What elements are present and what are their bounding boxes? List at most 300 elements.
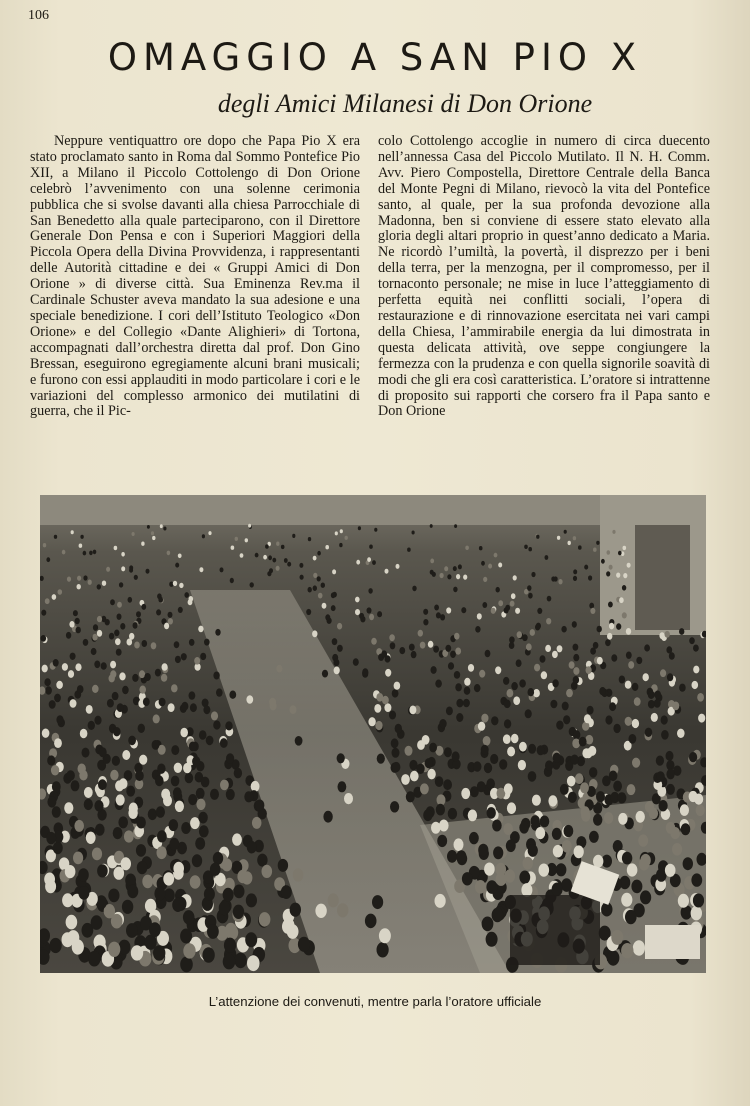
audience-member (377, 754, 385, 764)
audience-member (189, 639, 195, 646)
audience-member (573, 730, 581, 740)
audience-member (492, 908, 504, 922)
audience-member (475, 626, 480, 633)
audience-member (131, 945, 143, 960)
audience-member (375, 721, 382, 730)
audience-member (607, 550, 611, 555)
audience-member (121, 566, 125, 571)
audience-member (696, 805, 705, 817)
audience-member (313, 556, 317, 561)
audience-member (648, 700, 655, 709)
audience-member (626, 628, 631, 635)
audience-member (250, 582, 254, 587)
audience-member (481, 714, 488, 723)
audience-member (540, 816, 550, 828)
audience-member (317, 576, 321, 581)
audience-member (141, 542, 144, 546)
audience-member (436, 804, 445, 816)
audience-member (355, 609, 360, 615)
audience-member (265, 544, 269, 548)
audience-member (536, 535, 539, 539)
audience-member (552, 679, 558, 687)
audience-member (43, 543, 46, 547)
audience-member (337, 903, 348, 917)
audience-member (76, 627, 81, 634)
audience-member (593, 548, 597, 552)
audience-member (86, 832, 96, 844)
audience-member (448, 808, 457, 820)
audience-member (396, 564, 400, 569)
audience-member (67, 577, 71, 582)
audience-member (444, 747, 452, 757)
audience-member (216, 688, 223, 696)
audience-member (661, 715, 668, 724)
audience-member (455, 648, 461, 655)
audience-member (636, 657, 642, 664)
audience-member (181, 702, 188, 711)
audience-member (89, 551, 93, 556)
audience-member (337, 753, 345, 763)
audience-member (210, 863, 221, 876)
audience-member (385, 669, 391, 677)
audience-member (362, 668, 368, 676)
audience-member (230, 578, 234, 583)
audience-member (97, 864, 108, 877)
audience-member (392, 689, 399, 697)
audience-member (490, 754, 498, 764)
audience-member (625, 717, 632, 726)
audience-member (292, 534, 295, 538)
audience-member (211, 711, 218, 720)
audience-member (78, 764, 86, 774)
audience-member (612, 530, 615, 534)
audience-member (110, 599, 115, 605)
audience-member (194, 657, 200, 665)
audience-member (121, 552, 125, 557)
audience-member (199, 567, 203, 572)
audience-member (590, 608, 595, 614)
audience-member (189, 691, 196, 699)
audience-member (431, 666, 437, 674)
audience-member (276, 542, 279, 546)
audience-member (368, 717, 375, 726)
audience-member (584, 565, 588, 570)
audience-member (234, 768, 242, 779)
audience-member (537, 745, 545, 755)
audience-member (486, 778, 495, 789)
audience-member (169, 819, 179, 831)
audience-member (553, 753, 561, 763)
audience-member (94, 800, 103, 811)
audience-member (198, 812, 207, 824)
audience-member (116, 649, 122, 656)
audience-member (454, 524, 457, 528)
audience-member (139, 686, 146, 694)
audience-member (162, 663, 168, 671)
audience-member (233, 905, 244, 919)
audience-member (550, 700, 557, 709)
audience-member (698, 714, 705, 723)
audience-member (144, 673, 150, 681)
audience-member (557, 536, 560, 540)
audience-member (315, 904, 326, 918)
audience-member (374, 528, 377, 532)
audience-member (564, 825, 574, 837)
audience-member (245, 538, 248, 542)
audience-member (527, 585, 531, 591)
audience-member (50, 938, 62, 953)
audience-member (486, 880, 497, 894)
audience-member (70, 653, 76, 660)
audience-member (519, 679, 526, 687)
audience-member (337, 623, 342, 630)
audience-member (56, 715, 63, 724)
audience-member (654, 691, 661, 699)
audience-member (199, 825, 209, 837)
audience-member (511, 682, 518, 690)
audience-member (439, 719, 446, 728)
audience-member (328, 893, 339, 907)
audience-member (440, 573, 444, 578)
audience-member (568, 541, 571, 545)
audience-member (54, 535, 57, 539)
audience-member (493, 846, 503, 859)
audience-member (74, 820, 84, 832)
audience-member (149, 922, 161, 937)
audience-member (553, 845, 563, 858)
audience-member (645, 801, 654, 812)
audience-member (41, 610, 46, 616)
audience-member (482, 917, 494, 932)
audience-member (401, 774, 410, 785)
audience-member (175, 563, 179, 568)
audience-member (138, 724, 145, 733)
audience-member (558, 579, 562, 584)
audience-member (428, 641, 434, 648)
audience-member (318, 593, 323, 599)
audience-member (420, 642, 426, 649)
audience-member (574, 845, 584, 858)
audience-member (456, 699, 463, 708)
audience-member (606, 571, 610, 576)
audience-member (97, 616, 102, 622)
audience-member (376, 693, 383, 702)
audience-member (632, 683, 639, 691)
audience-member (377, 611, 382, 617)
audience-member (340, 529, 343, 533)
audience-member (119, 672, 125, 680)
audience-member (93, 550, 97, 555)
audience-member (372, 560, 376, 565)
audience-member (337, 645, 343, 652)
audience-member (246, 893, 257, 907)
audience-member (56, 681, 63, 689)
audience-member (308, 587, 312, 593)
audience-member (181, 653, 187, 660)
audience-member (429, 743, 437, 753)
audience-member (601, 559, 605, 564)
audience-member (616, 573, 620, 578)
audience-member (491, 716, 498, 725)
audience-member (524, 545, 528, 549)
audience-member (443, 779, 452, 790)
audience-member (430, 559, 434, 564)
audience-member (582, 748, 590, 758)
audience-member (365, 914, 377, 929)
audience-member (589, 831, 599, 843)
audience-member (272, 558, 276, 563)
audience-member (389, 634, 395, 641)
audience-member (435, 680, 442, 688)
audience-member (573, 644, 579, 651)
audience-member (45, 598, 50, 604)
audience-member (278, 859, 288, 872)
audience-member (479, 670, 485, 678)
audience-member (84, 787, 93, 798)
audience-member (92, 634, 97, 641)
audience-member (619, 676, 625, 684)
audience-member (71, 530, 74, 534)
audience-member (94, 716, 101, 725)
audience-member (689, 752, 697, 762)
audience-member (196, 799, 205, 810)
audience-member (481, 745, 489, 755)
audience-member (75, 618, 80, 624)
audience-member (247, 955, 260, 971)
audience-member (358, 526, 361, 530)
audience-member (648, 691, 655, 699)
audience-member (92, 848, 102, 861)
audience-member (92, 685, 99, 693)
audience-member (534, 664, 540, 672)
audience-member (229, 691, 236, 699)
audience-member (503, 823, 513, 835)
audience-member (666, 751, 674, 761)
audience-member (462, 872, 473, 885)
audience-member (106, 567, 110, 572)
audience-member (589, 603, 594, 609)
audience-member (678, 894, 689, 908)
audience-member (225, 923, 237, 938)
audience-member (68, 670, 74, 678)
audience-member (507, 747, 515, 757)
audience-member (156, 806, 165, 818)
audience-member (516, 659, 522, 667)
audience-member (66, 915, 78, 930)
audience-member (99, 747, 107, 757)
audience-member (433, 646, 439, 653)
audience-member (423, 609, 428, 615)
audience-member (409, 706, 416, 715)
audience-member (575, 773, 584, 784)
audience-member (112, 692, 119, 700)
audience-member (356, 560, 360, 565)
audience-member (198, 626, 203, 633)
audience-member (526, 643, 532, 650)
audience-member (689, 791, 698, 802)
audience-member (114, 546, 118, 550)
audience-member (52, 781, 61, 792)
audience-member (148, 809, 157, 821)
audience-member (47, 755, 55, 765)
audience-member (200, 653, 206, 660)
audience-member (157, 846, 167, 859)
audience-member (334, 667, 340, 675)
audience-member (152, 536, 155, 540)
audience-member (97, 630, 102, 637)
audience-member (621, 943, 633, 958)
audience-member (180, 728, 188, 737)
audience-member (232, 833, 242, 845)
article-column-left (30, 134, 360, 420)
audience-member (299, 563, 303, 568)
audience-member (322, 670, 328, 678)
audience-member (510, 601, 515, 607)
audience-member (105, 619, 110, 625)
audience-member (46, 557, 50, 562)
audience-member (220, 780, 229, 791)
audience-member (133, 622, 138, 629)
audience-member (335, 531, 338, 535)
audience-member (158, 597, 163, 603)
audience-member (152, 740, 160, 750)
audience-member (430, 524, 433, 528)
audience-member (174, 763, 182, 773)
audience-member (325, 545, 329, 549)
audience-member (77, 685, 84, 693)
audience-member (504, 719, 511, 728)
audience-member (584, 714, 591, 723)
audience-member (338, 781, 347, 792)
audience-member (385, 655, 391, 662)
audience-member (597, 626, 602, 633)
audience-member (405, 746, 413, 756)
audience-member (447, 850, 457, 863)
audience-member (434, 605, 439, 611)
audience-member (385, 569, 389, 574)
audience-member (66, 770, 75, 781)
audience-member (145, 899, 156, 913)
audience-member (679, 628, 684, 635)
audience-member (645, 728, 653, 737)
audience-member (156, 609, 161, 615)
audience-member (185, 773, 194, 784)
audience-member (540, 655, 546, 662)
audience-member (128, 736, 136, 746)
audience-member (659, 800, 668, 811)
audience-member (83, 575, 87, 580)
audience-member (203, 705, 210, 714)
audience-member (412, 531, 415, 535)
audience-member (579, 737, 587, 747)
audience-member (116, 794, 125, 805)
audience-member (609, 623, 614, 630)
audience-member (353, 658, 359, 666)
audience-member (634, 697, 641, 706)
orchestra-group (510, 895, 600, 965)
audience-member (175, 656, 181, 663)
audience-member (206, 736, 214, 746)
audience-member (468, 664, 474, 672)
audience-member (633, 940, 645, 955)
audience-member (631, 880, 642, 894)
audience-member (171, 745, 179, 755)
audience-member (178, 607, 183, 613)
audience-member (623, 573, 627, 578)
audience-member (390, 801, 399, 812)
audience-member (367, 607, 372, 613)
audience-member (147, 525, 150, 529)
audience-member (173, 787, 182, 798)
audience-member (665, 864, 676, 877)
audience-member (268, 555, 272, 560)
audience-member (618, 813, 627, 825)
audience-member (528, 771, 537, 782)
audience-member (246, 695, 253, 704)
audience-member (479, 546, 483, 550)
audience-member (369, 614, 374, 620)
audience-member (627, 863, 638, 876)
audience-member (242, 871, 253, 884)
audience-member (435, 894, 446, 908)
audience-member (367, 557, 371, 562)
audience-member (83, 639, 89, 646)
audience-member (167, 551, 171, 556)
audience-member (190, 703, 197, 712)
audience-member (109, 633, 114, 640)
audience-member (88, 721, 95, 730)
audience-member (255, 553, 259, 558)
audience-member (276, 665, 282, 673)
crowd-photo-image (40, 495, 706, 973)
audience-member (91, 648, 97, 655)
audience-member (323, 811, 332, 823)
audience-member (151, 531, 154, 535)
audience-member (317, 551, 321, 556)
audience-member (114, 630, 119, 637)
audience-member (142, 875, 153, 889)
audience-member (93, 624, 98, 631)
audience-member (115, 780, 124, 791)
audience-member (117, 703, 124, 712)
audience-member (456, 574, 460, 579)
audience-member (588, 575, 592, 580)
audience-member (545, 555, 549, 560)
audience-member (453, 566, 457, 571)
audience-member (535, 827, 545, 839)
audience-member (432, 572, 436, 577)
audience-member (477, 613, 482, 619)
audience-member (611, 930, 623, 945)
audience-member (384, 703, 391, 712)
audience-member (136, 844, 146, 857)
article-title: OMAGGIO A SAN PIO X (107, 36, 643, 79)
audience-member (240, 553, 244, 558)
audience-member (609, 771, 618, 782)
audience-member (597, 657, 603, 665)
audience-member (573, 667, 579, 675)
audience-member (110, 770, 118, 781)
audience-member (178, 554, 182, 559)
audience-member (332, 638, 338, 645)
audience-member (71, 780, 80, 791)
audience-member (609, 702, 616, 711)
audience-member (153, 714, 160, 723)
audience-member (118, 940, 130, 955)
audience-member (666, 784, 675, 795)
audience-member (629, 734, 637, 744)
audience-member (188, 794, 197, 805)
